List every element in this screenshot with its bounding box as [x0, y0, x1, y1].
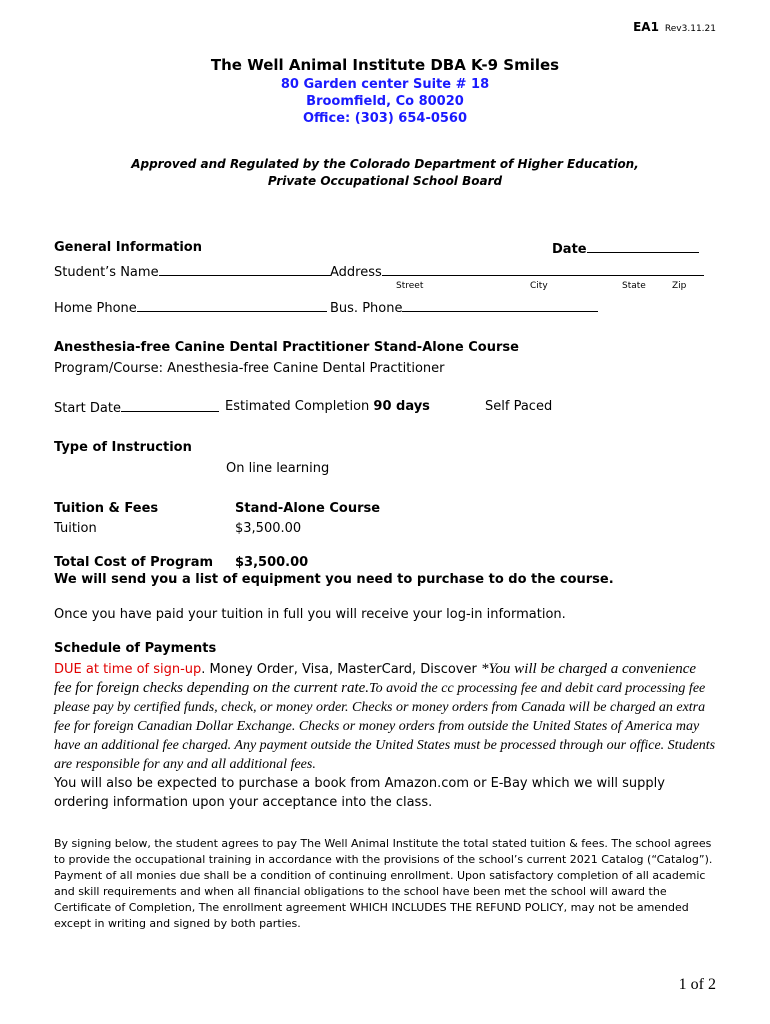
home-phone-blank[interactable]: [137, 299, 327, 312]
home-phone-field[interactable]: [54, 299, 327, 316]
address-line-2: Broomfield, Co 80020: [306, 94, 464, 109]
zip-label: Zip: [672, 281, 687, 291]
city-label: City: [530, 281, 548, 291]
approval-statement: [0, 156, 770, 190]
payments-heading: Schedule of Payments: [54, 641, 217, 656]
approval-line-1: Approved and Regulated by the Colorado Department of Higher Education,: [131, 157, 639, 171]
payment-details: [54, 660, 716, 812]
start-date-field[interactable]: [54, 399, 219, 416]
start-date-blank[interactable]: [121, 399, 219, 412]
tuition-heading: Tuition & Fees: [54, 501, 159, 516]
institute-name: The Well Animal Institute DBA K-9 Smiles: [210, 56, 560, 74]
date-field[interactable]: [552, 240, 699, 257]
start-date-label: Start Date: [54, 401, 121, 416]
bus-phone-blank[interactable]: [402, 299, 598, 312]
office-phone: Office: (303) 654-0560: [302, 111, 468, 126]
page-number: 1 of 2: [678, 976, 716, 993]
stand-alone-heading: Stand-Alone Course: [235, 501, 381, 516]
revision-label: Rev3.11.21: [664, 24, 716, 34]
student-name-blank[interactable]: [159, 263, 331, 276]
tuition-label: Tuition: [54, 521, 97, 536]
est-completion-value: 90 days: [373, 399, 430, 414]
agreement-text: By signing below, the student agrees to pay The Well Animal Institute the total stated tuition & fees. The school agrees to provide the occupational training in accordance with the provisions of the school’s current 2021 Catalog (“Catalog”). Payment of all monies due shall be a condition of continuing enrollment. Upon satisfactory completion of all academic and skill requirements and when all financial obligations to the school have been met the school will award the Certificate of Completion, The enrollment agreement WHICH INCLUDES THE REFUND POLICY, may not be amended except in writing and signed by both parties.: [54, 837, 713, 930]
student-name-label: Student’s Name: [54, 265, 159, 280]
form-code-label: EA1: [633, 20, 659, 34]
payment-methods: . Money Order, Visa, MasterCard, Discover: [201, 662, 481, 677]
bus-phone-label: Bus. Phone: [330, 301, 403, 316]
address-line-1: 80 Garden center Suite # 18: [280, 77, 490, 92]
bus-phone-field[interactable]: [330, 299, 598, 316]
pace-label: Self Paced: [485, 399, 553, 414]
book-note: You will also be expected to purchase a book from Amazon.com or E-Bay which we will supply ordering information upon your acceptance into the class.: [54, 776, 665, 810]
address-label: Address: [330, 265, 382, 280]
general-info-heading: General Information: [54, 240, 202, 255]
state-label: State: [622, 281, 646, 291]
estimated-completion: [225, 399, 430, 414]
course-heading: Anesthesia-free Canine Dental Practitioner Stand-Alone Course: [54, 340, 519, 355]
total-cost-label: Total Cost of Program: [54, 555, 214, 570]
date-blank[interactable]: [587, 240, 699, 253]
total-cost-value: $3,500.00: [235, 555, 309, 570]
instruction-heading: Type of Instruction: [54, 440, 192, 455]
login-note: Once you have paid your tuition in full you will receive your log-in information.: [54, 607, 566, 622]
approval-line-2: Private Occupational School Board: [267, 174, 503, 188]
instruction-value: On line learning: [226, 461, 330, 476]
address-blank[interactable]: [382, 263, 704, 276]
convenience-note: *You will be charged a convenience fee for foreign checks depending on the current rate.: [54, 661, 697, 696]
payment-policy: To avoid the cc processing fee and debit card processing fee please pay by certified funds, check, or money order. Checks or money orders from Canada will be charged an extra fee for foreign Canadian Dollar Exchange. Checks or money orders from outside the United States of America may have an additional fee charged. Any payment outside the United States must be processed through our office. Students are responsible for any and all additional fees.: [54, 681, 716, 772]
street-label: Street: [396, 281, 424, 291]
equipment-note: We will send you a list of equipment you need to purchase to do the course.: [54, 572, 614, 587]
est-completion-label: Estimated Completion: [225, 399, 370, 414]
date-label: Date: [552, 242, 587, 257]
student-name-field[interactable]: [54, 263, 331, 280]
home-phone-label: Home Phone: [54, 301, 137, 316]
tuition-value: $3,500.00: [235, 521, 302, 536]
form-code: [633, 20, 716, 34]
program-line: Program/Course: Anesthesia-free Canine Dental Practitioner: [54, 361, 445, 376]
due-text: DUE at time of sign-up: [54, 662, 202, 677]
address-field[interactable]: [330, 263, 704, 280]
